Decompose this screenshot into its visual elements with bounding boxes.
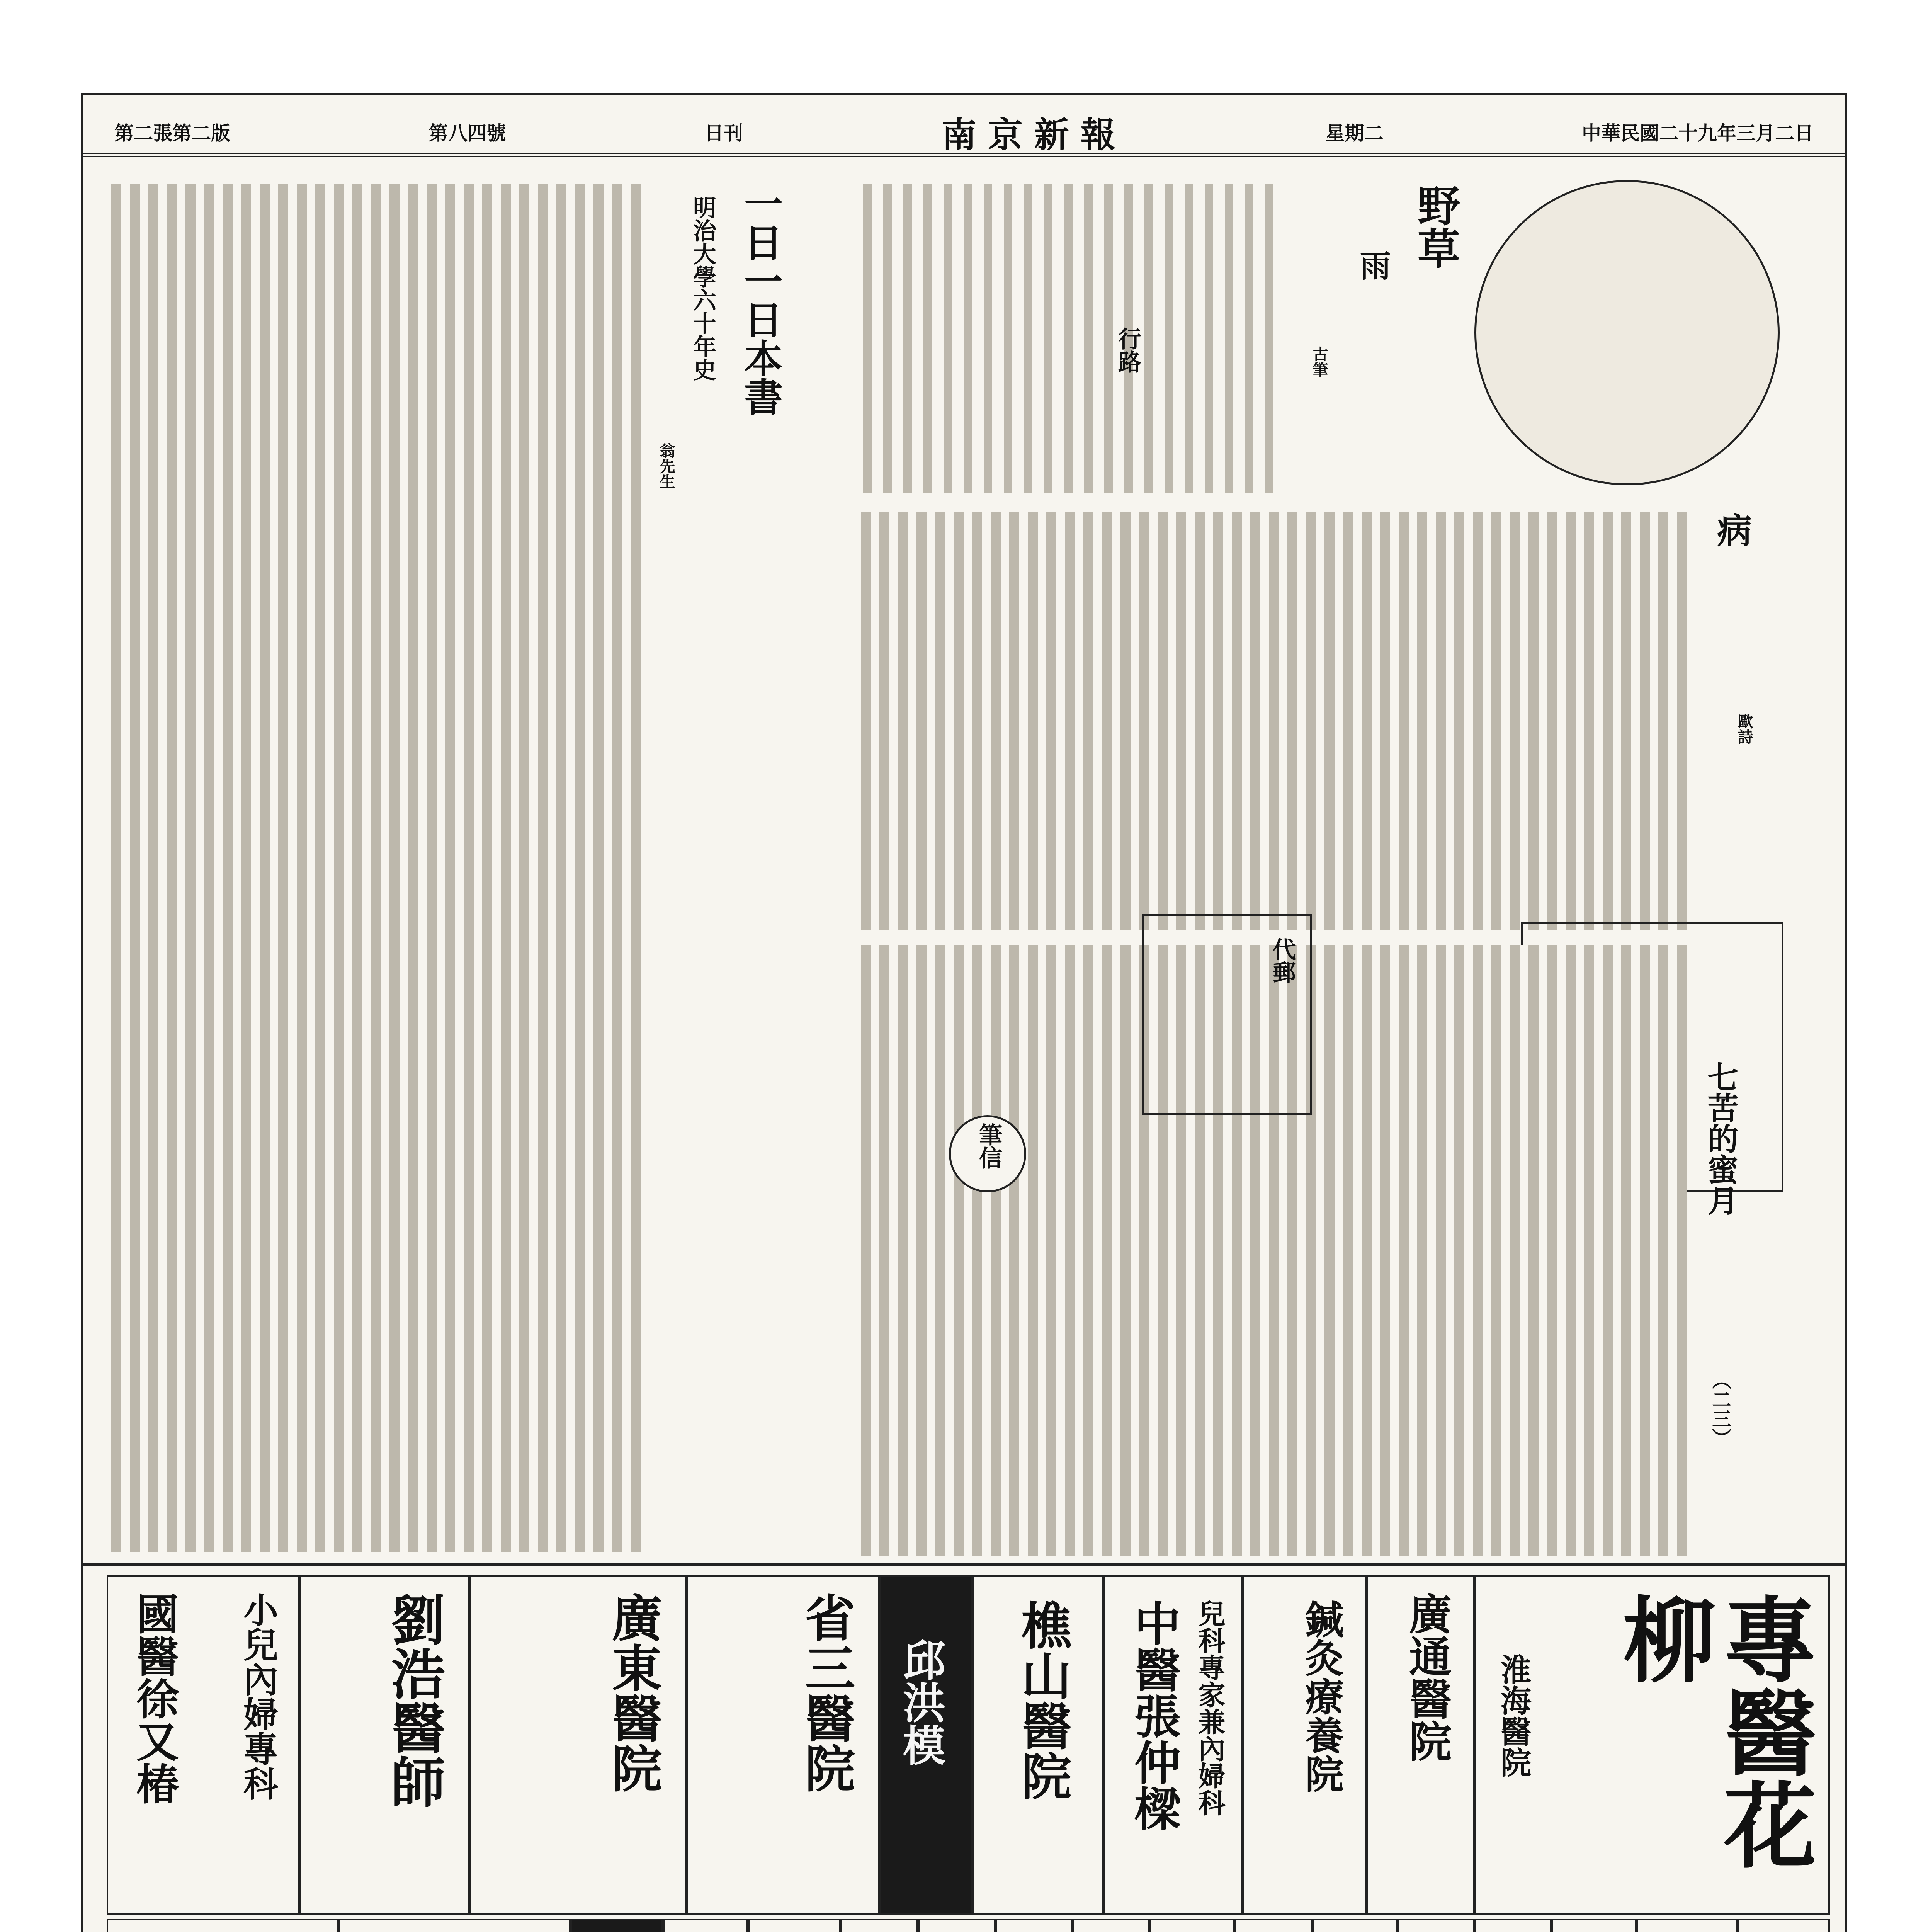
ad-guangtong-title: 廣通醫院 <box>1402 1592 1452 1762</box>
masthead: 南京新報 <box>941 114 1127 155</box>
ad-jingyu <box>663 1919 748 1932</box>
ad-sanxing <box>686 1575 879 1915</box>
ad-liqun <box>1312 1919 1397 1932</box>
japan-title: 一日一日本書 <box>738 184 783 416</box>
ad-zhichuang <box>1552 1919 1637 1932</box>
section-rule <box>83 1563 1845 1566</box>
illness-title: 病 <box>1711 512 1752 547</box>
fasting-part: （二三） <box>1709 1370 1732 1447</box>
ad-baiyao <box>748 1919 841 1932</box>
ad-guangtong-hospital <box>1366 1575 1474 1915</box>
ad-guangdong <box>470 1575 686 1915</box>
ad-zhang-title: 中醫張仲樑 <box>1127 1600 1181 1832</box>
illness-body <box>856 512 1687 930</box>
illness-author: 歐詩 <box>1735 713 1753 744</box>
japan-author: 翁先生 <box>657 443 675 489</box>
ad-qiu <box>879 1575 972 1915</box>
ad-zhongqing <box>995 1919 1073 1932</box>
ad-zhi <box>338 1919 570 1932</box>
ad-acupuncture-title: 鍼灸療養院 <box>1299 1600 1344 1793</box>
ad-xu-subtitle: 小兒內婦專科 <box>237 1592 278 1801</box>
ad-liuhao-title: 劉浩醫師 <box>382 1592 445 1808</box>
ad-yangjie <box>1073 1919 1150 1932</box>
ad-yangguang <box>918 1919 995 1932</box>
ad-wang <box>1474 1919 1552 1932</box>
ad-guangtong-place: 淮海醫院 <box>1495 1654 1532 1777</box>
ad-xinhai <box>570 1919 663 1932</box>
ad-qiaoshan-title: 樵山醫院 <box>1013 1600 1072 1801</box>
ad-bailing <box>1397 1919 1474 1932</box>
ad-xu <box>107 1575 300 1915</box>
ad-tuina <box>841 1919 918 1932</box>
ad-yang <box>1737 1919 1830 1932</box>
ad-xie <box>1235 1919 1312 1932</box>
wild-grass-section: 雨 <box>1355 250 1391 281</box>
roads-title: 行路 <box>1114 327 1141 373</box>
ad-qiu-title: 邱洪模 <box>896 1638 946 1766</box>
wild-grass-body <box>856 184 1281 493</box>
ad-zhang <box>1103 1575 1243 1915</box>
page-header <box>83 111 1845 157</box>
japan-subtitle: 明治大學六十年史 <box>689 196 716 381</box>
ad-guangtong <box>1474 1575 1830 1915</box>
fasting-title: 七苦的蜜月 <box>1702 1061 1739 1216</box>
issue-page-label: 第二張第二版 <box>114 122 230 145</box>
weekday: 星期二 <box>1325 122 1384 145</box>
edition-label: 日刊 <box>704 122 743 145</box>
issue-date: 中華民國二十九年三月二日 <box>1581 122 1814 145</box>
issue-number: 第八四號 <box>428 122 506 145</box>
letter-title: 筆信 <box>975 1123 1002 1169</box>
ad-liuhao <box>300 1575 470 1915</box>
ad-xu-title: 國醫徐又椿 <box>129 1592 179 1804</box>
ad-daqian <box>1637 1919 1737 1932</box>
ad-sanxing-title: 省三醫院 <box>797 1592 856 1793</box>
ad-zhi-side <box>107 1919 338 1932</box>
wild-grass-author: 古筆 <box>1310 346 1328 377</box>
moon-illustration <box>1474 180 1780 485</box>
ad-bamao <box>1150 1919 1235 1932</box>
wild-grass-title: 野草 <box>1411 184 1460 269</box>
ad-zhang-subtitle: 兒科專家兼內婦科 <box>1194 1600 1226 1816</box>
ad-guangdong-title: 廣東醫院 <box>604 1592 663 1793</box>
notice-title: 代郵 <box>1269 937 1296 984</box>
japan-body <box>107 184 648 1552</box>
ad-acupuncture <box>1243 1575 1366 1915</box>
ad-guangtong-slogan: 專醫花柳 <box>1608 1592 1817 1870</box>
newspaper-page <box>81 93 1847 1932</box>
ad-qiaoshan <box>972 1575 1103 1915</box>
